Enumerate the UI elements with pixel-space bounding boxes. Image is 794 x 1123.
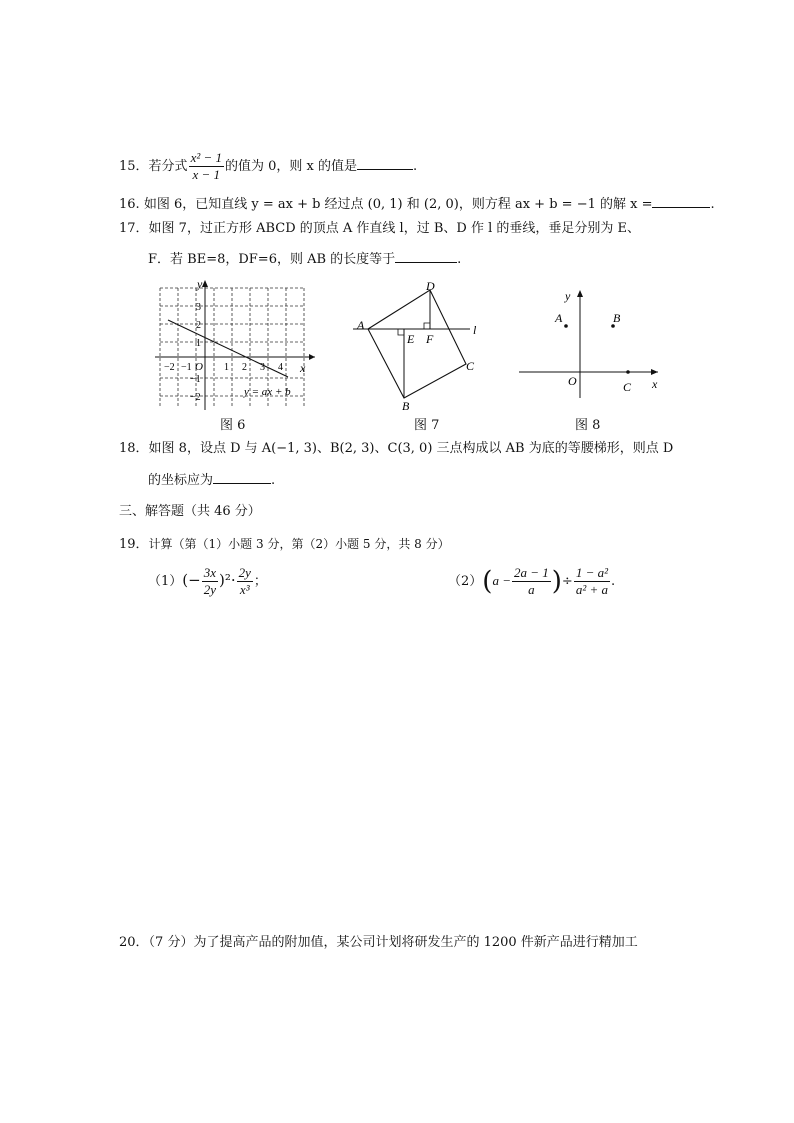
question-18-line1: 18．如图 8，设点 D 与 A(−1, 3)、B(2, 3)、C(3, 0) 三点构成以 AB 为底的等腰梯形，则点 D xyxy=(119,441,674,456)
svg-text:A: A xyxy=(357,318,365,332)
svg-text:C: C xyxy=(466,359,475,373)
svg-text:O: O xyxy=(568,374,577,388)
svg-text:1: 1 xyxy=(196,338,201,349)
section-title: 三、解答题（共 46 分） xyxy=(119,504,261,519)
svg-text:−2: −2 xyxy=(164,362,175,373)
question-17-line1: 17．如图 7，过正方形 ABCD 的顶点 A 作直线 l，过 B、D 作 l 的垂线，垂足分别为 E、 xyxy=(119,221,640,236)
question-19-part-2: （2）(a − $\frac{2a - 1}{a}$ )÷ $\frac{\text{1 − a²}}{\text{a² + a}}$ . xyxy=(448,565,616,597)
svg-text:4: 4 xyxy=(278,362,283,373)
answer-blank[interactable] xyxy=(652,195,710,208)
question-19: 19．计算（第（1）小题 3 分，第（2）小题 5 分，共 8 分） xyxy=(119,537,450,552)
origin-label: O xyxy=(195,361,203,373)
svg-text:E: E xyxy=(407,332,415,346)
answer-blank[interactable] xyxy=(213,471,271,484)
answer-blank[interactable] xyxy=(357,157,413,170)
line-label: y = ax + b xyxy=(244,386,291,398)
svg-text:2: 2 xyxy=(242,362,247,373)
fraction: $\frac{\text{x² − 1}}{x - 1}$ xyxy=(190,150,223,182)
figure-6-caption: 图 6 xyxy=(220,418,246,433)
svg-text:C: C xyxy=(623,380,632,394)
svg-text:D: D xyxy=(426,280,435,293)
y-axis-label: y xyxy=(197,280,203,291)
figure-8-caption: 图 8 xyxy=(575,418,601,433)
svg-text:1: 1 xyxy=(224,362,229,373)
figure-8 xyxy=(515,280,665,415)
svg-text:−2: −2 xyxy=(190,392,201,403)
x-axis-label: x xyxy=(300,361,306,375)
svg-text:3: 3 xyxy=(260,362,265,373)
svg-text:F: F xyxy=(426,332,434,346)
answer-blank[interactable] xyxy=(395,250,457,263)
question-18-line2: 的坐标应为 . xyxy=(148,473,276,488)
figure-7 xyxy=(348,280,488,415)
svg-text:−1: −1 xyxy=(190,374,201,385)
svg-text:B: B xyxy=(613,311,621,325)
question-number: 15． xyxy=(119,159,149,174)
question-16: 16. 如图 6，已知直线 y = ax + b 经过点 (0, 1) 和 (2, 0)，则方程 ax + b = −1 的解 x = . xyxy=(119,197,715,212)
question-17-line2: F．若 BE=8，DF=6，则 AB 的长度等于 . xyxy=(148,252,462,267)
svg-text:A: A xyxy=(555,311,563,325)
svg-text:2: 2 xyxy=(196,320,201,331)
question-19-part-1: （1）(− $\frac{3x}{2y}$ )²· $\frac{2y}{\text{x³}}$ ； xyxy=(148,565,267,597)
svg-text:l: l xyxy=(473,323,477,337)
question-15: 15．若分式 $\frac{\text{x² − 1}}{x - 1}$ 的值为 0，则 x 的值是 . xyxy=(119,150,418,182)
figure-6 xyxy=(150,280,320,415)
svg-text:x: x xyxy=(652,377,658,391)
svg-text:−1: −1 xyxy=(181,362,192,373)
figure-7-caption: 图 7 xyxy=(414,418,440,433)
svg-text:y: y xyxy=(565,289,571,303)
question-20: 20．（7 分）为了提高产品的附加值，某公司计划将研发生产的 1200 件新产品进行精加工 xyxy=(119,935,638,950)
svg-text:3: 3 xyxy=(196,302,201,313)
svg-text:B: B xyxy=(402,399,410,413)
